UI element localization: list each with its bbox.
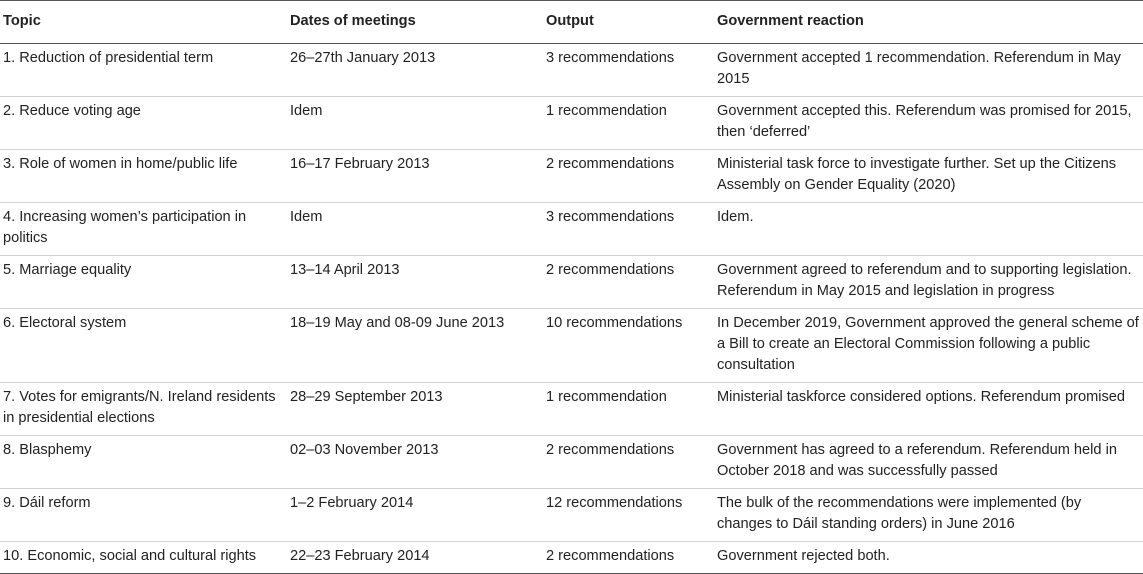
output-cell: 3 recommendations — [546, 50, 675, 66]
table-row — [0, 542, 1143, 574]
header-topic: Topic — [3, 13, 41, 29]
header-row — [0, 1, 1143, 44]
table-row — [0, 97, 1143, 150]
output-cell: 2 recommendations — [546, 442, 675, 458]
table-row — [0, 256, 1143, 309]
table-row — [0, 383, 1143, 436]
dates-cell: 13–14 April 2013 — [290, 262, 400, 278]
topic-cell: 3. Role of women in home/public life — [3, 156, 238, 172]
header-output: Output — [546, 13, 594, 29]
table-row — [0, 203, 1143, 256]
reaction-cell: Government accepted 1 recommendation. Referendum in May 2015 — [717, 50, 1121, 87]
reaction-cell: The bulk of the recommendations were implemented (by changes to Dáil standing orders) in June 2016 — [717, 495, 1082, 532]
table-body — [0, 44, 1143, 574]
dates-cell: Idem — [290, 103, 323, 119]
topic-cell: 9. Dáil reform — [3, 495, 91, 511]
table-header — [0, 1, 1143, 44]
reaction-cell: Government has agreed to a referendum. Referendum held in October 2018 and was successfully passed — [717, 442, 1117, 479]
topic-cell: 6. Electoral system — [3, 315, 127, 331]
table-row — [0, 489, 1143, 542]
reaction-cell: Government accepted this. Referendum was promised for 2015, then ‘deferred’ — [717, 103, 1132, 140]
output-cell: 2 recommendations — [546, 156, 675, 172]
table-row — [0, 309, 1143, 383]
output-cell: 10 recommendations — [546, 315, 683, 331]
topic-cell: 8. Blasphemy — [3, 442, 92, 458]
table-row — [0, 150, 1143, 203]
topic-cell: 10. Economic, social and cultural rights — [3, 548, 257, 564]
table-row — [0, 44, 1143, 97]
reaction-cell: Idem. — [717, 209, 754, 225]
header-dates: Dates of meetings — [290, 13, 416, 29]
dates-cell: Idem — [290, 209, 323, 225]
reaction-cell: Government rejected both. — [717, 548, 890, 564]
dates-cell: 16–17 February 2013 — [290, 156, 430, 172]
output-cell: 12 recommendations — [546, 495, 683, 511]
topic-cell: 7. Votes for emigrants/N. Ireland residents in presidential elections — [3, 389, 276, 426]
topic-cell: 2. Reduce voting age — [3, 103, 141, 119]
dates-cell: 18–19 May and 08-09 June 2013 — [290, 315, 505, 331]
dates-cell: 02–03 November 2013 — [290, 442, 439, 458]
output-cell: 1 recommendation — [546, 389, 667, 405]
topic-cell: 4. Increasing women’s participation in politics — [3, 209, 247, 246]
table-row — [0, 436, 1143, 489]
output-cell: 1 recommendation — [546, 103, 667, 119]
output-cell: 2 recommendations — [546, 262, 675, 278]
dates-cell: 26–27th January 2013 — [290, 50, 436, 66]
reaction-cell: In December 2019, Government approved the general scheme of a Bill to create an Electoral Commission following a public consultation — [717, 315, 1139, 373]
topic-cell: 5. Marriage equality — [3, 262, 132, 278]
dates-cell: 22–23 February 2014 — [290, 548, 430, 564]
reaction-cell: Government agreed to referendum and to supporting legislation. Referendum in May 2015 and legislation in progress — [717, 262, 1132, 299]
dates-cell: 28–29 September 2013 — [290, 389, 443, 405]
header-reaction: Government reaction — [717, 13, 864, 29]
topic-cell: 1. Reduction of presidential term — [3, 50, 214, 66]
reaction-cell: Ministerial task force to investigate further. Set up the Citizens Assembly on Gender Equality (2020) — [717, 156, 1117, 193]
output-cell: 2 recommendations — [546, 548, 675, 564]
reaction-cell: Ministerial taskforce considered options. Referendum promised — [717, 389, 1126, 405]
dates-cell: 1–2 February 2014 — [290, 495, 414, 511]
output-cell: 3 recommendations — [546, 209, 675, 225]
